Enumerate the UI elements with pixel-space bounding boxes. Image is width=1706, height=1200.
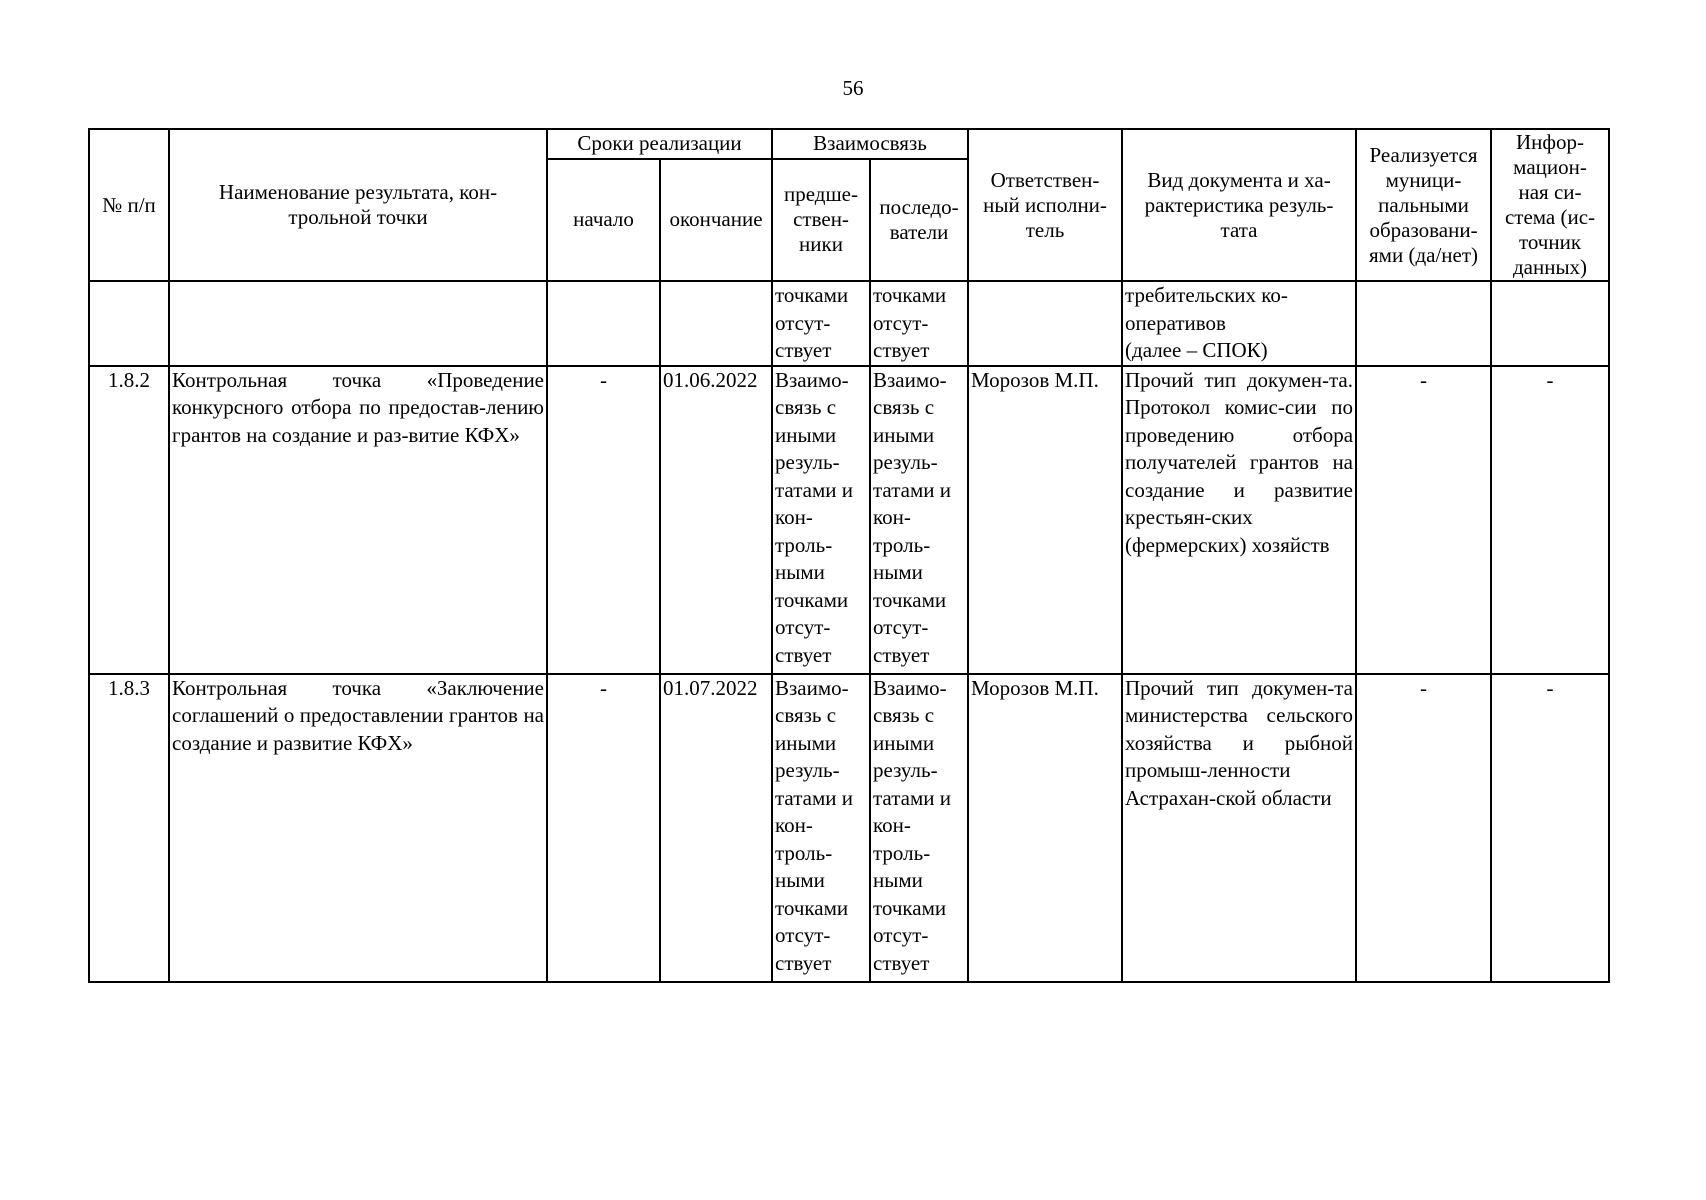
header-info-system: Инфор- мацион- ная си- стема (ис- точник данных) xyxy=(1491,129,1609,281)
row-info-system: - xyxy=(1491,674,1609,982)
header-deadlines: Сроки реализации xyxy=(547,129,772,159)
row-info-system xyxy=(1491,281,1609,366)
row-responsible: Морозов М.П. xyxy=(968,674,1122,982)
row-responsible: Морозов М.П. xyxy=(968,366,1122,674)
control-points-table xyxy=(88,128,1610,983)
header-predecessors: предше- ствен- ники xyxy=(772,159,870,281)
header-name: Наименование результата, кон- трольной точки xyxy=(169,129,547,281)
row-successors: Взаимо- связь с иными резуль- татами и кон- троль- ными точками отсут- ствует xyxy=(870,366,968,674)
header-responsible: Ответствен- ный исполни- тель xyxy=(968,129,1122,281)
row-num: 1.8.3 xyxy=(89,674,169,982)
header-successors: последо- ватели xyxy=(870,159,968,281)
page-number: 56 xyxy=(842,76,864,100)
header-document: Вид документа и ха- рактеристика резуль- тата xyxy=(1122,129,1356,281)
row-successors: точками отсут- ствует xyxy=(870,281,968,366)
header-end: окончание xyxy=(660,159,772,281)
header-municipal: Реализуется муници- пальными образовани- ями (да/нет) xyxy=(1356,129,1491,281)
row-municipal xyxy=(1356,281,1491,366)
row-start xyxy=(547,281,660,366)
row-num xyxy=(89,281,169,366)
row-municipal: - xyxy=(1356,366,1491,674)
header-relation: Взаимосвязь xyxy=(772,129,968,159)
row-num: 1.8.2 xyxy=(89,366,169,674)
table-row xyxy=(89,281,1609,366)
header-start: начало xyxy=(547,159,660,281)
row-document: Прочий тип докумен-та министерства сельского хозяйства и рыбной промыш-ленности Астрахан-ской области xyxy=(1122,674,1356,982)
row-predecessors: Взаимо- связь с иными резуль- татами и кон- троль- ными точками отсут- ствует xyxy=(772,366,870,674)
row-predecessors: Взаимо- связь с иными резуль- татами и кон- троль- ными точками отсут- ствует xyxy=(772,674,870,982)
row-document: требительских ко- оперативов (далее – СПОК) xyxy=(1122,281,1356,366)
row-info-system: - xyxy=(1491,366,1609,674)
table-row xyxy=(89,674,1609,982)
row-start: - xyxy=(547,674,660,982)
row-name: Контрольная точка «Проведение конкурсного отбора по предостав-лению грантов на создание и раз-витие КФХ» xyxy=(169,366,547,674)
row-municipal: - xyxy=(1356,674,1491,982)
row-start: - xyxy=(547,366,660,674)
row-end xyxy=(660,281,772,366)
header-num: № п/п xyxy=(89,129,169,281)
table-row xyxy=(89,366,1609,674)
row-document: Прочий тип докумен-та. Протокол комис-сии по проведению отбора получателей грантов на создание и развитие крестьян-ских (фермерских) хозяйств xyxy=(1122,366,1356,674)
row-name xyxy=(169,281,547,366)
row-end: 01.07.2022 xyxy=(660,674,772,982)
row-end: 01.06.2022 xyxy=(660,366,772,674)
row-predecessors: точками отсут- ствует xyxy=(772,281,870,366)
row-name: Контрольная точка «Заключение соглашений о предоставлении грантов на создание и развитие КФХ» xyxy=(169,674,547,982)
row-successors: Взаимо- связь с иными резуль- татами и кон- троль- ными точками отсут- ствует xyxy=(870,674,968,982)
row-responsible xyxy=(968,281,1122,366)
